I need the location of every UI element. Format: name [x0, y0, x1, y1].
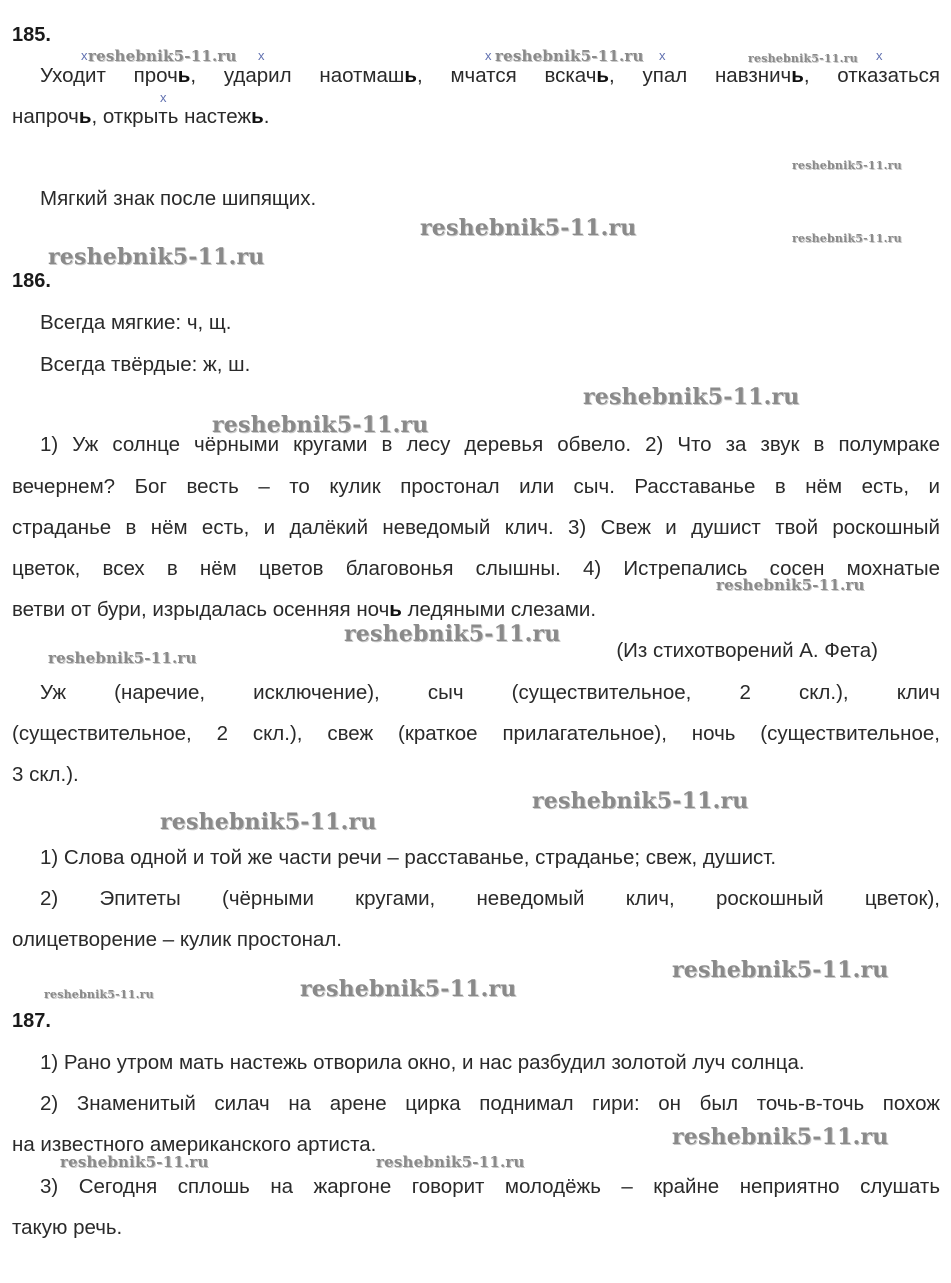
text-line: 1) Слова одной и той же части речи – расставанье, страданье; свеж, душист.	[40, 846, 777, 869]
text-line: напрочь, открыть настежь.	[12, 105, 270, 128]
watermark: reshebnik5-11.ru	[420, 215, 637, 241]
watermark: reshebnik5-11.ru	[672, 1124, 889, 1150]
watermark: reshebnik5-11.ru	[748, 52, 858, 65]
x-mark: x	[258, 48, 265, 63]
watermark: reshebnik5-11.ru	[495, 47, 644, 65]
text-line: вечернем? Бог весть – то кулик простонал или сыч. Расставанье в нём есть, и	[12, 475, 940, 498]
text-line: Всегда мягкие: ч, щ.	[40, 311, 232, 334]
watermark: reshebnik5-11.ru	[376, 1153, 525, 1171]
text-line: олицетворение – кулик простонал.	[12, 928, 342, 951]
x-mark: x	[485, 48, 492, 63]
watermark: reshebnik5-11.ru	[716, 576, 865, 594]
task-number-186: 186.	[12, 270, 51, 292]
text-line: 1) Рано утром мать настежь отворила окно, и нас разбудил золотой луч солнца.	[40, 1051, 805, 1074]
watermark: reshebnik5-11.ru	[160, 809, 377, 835]
watermark: reshebnik5-11.ru	[532, 788, 749, 814]
text-line: 3) Сегодня сплошь на жаргоне говорит молодёжь – крайне неприятно слушать	[40, 1175, 940, 1198]
text-line: цветок, всех в нём цветов благовонья слышны. 4) Истрепались сосен мохнатые	[12, 557, 940, 580]
watermark: reshebnik5-11.ru	[583, 384, 800, 410]
x-mark: x	[659, 48, 666, 63]
watermark: reshebnik5-11.ru	[60, 1153, 209, 1171]
source-attribution: (Из стихотворений А. Фета)	[616, 639, 878, 662]
text-line: на известного американского артиста.	[12, 1133, 377, 1156]
text-line: 2) Знаменитый силач на арене цирка поднимал гири: он был точь-в-точь похож	[40, 1092, 940, 1115]
watermark: reshebnik5-11.ru	[44, 988, 154, 1001]
x-mark: x	[81, 48, 88, 63]
task-number-185: 185.	[12, 24, 51, 46]
text-line: 2) Эпитеты (чёрными кругами, неведомый клич, роскошный цветок),	[40, 887, 940, 910]
watermark: reshebnik5-11.ru	[48, 244, 265, 270]
watermark: reshebnik5-11.ru	[300, 976, 517, 1002]
watermark: reshebnik5-11.ru	[792, 232, 902, 245]
watermark: reshebnik5-11.ru	[88, 47, 237, 65]
watermark: reshebnik5-11.ru	[792, 159, 902, 172]
text-line: (существительное, 2 скл.), свеж (краткое прилагательное), ночь (существительное,	[12, 722, 940, 745]
task-number-187: 187.	[12, 1010, 51, 1032]
text-line: 3 скл.).	[12, 763, 79, 786]
text-line: страданье в нём есть, и далёкий неведомый клич. 3) Свеж и душист твой роскошный	[12, 516, 940, 539]
text-line: Уходит прочь, ударил наотмашь, мчатся вскачь, упал навзничь, отказаться	[40, 64, 940, 87]
x-mark: x	[876, 48, 883, 63]
watermark: reshebnik5-11.ru	[672, 957, 889, 983]
text-line: 1) Уж солнце чёрными кругами в лесу деревья обвело. 2) Что за звук в полумраке	[40, 433, 940, 456]
text-line: Уж (наречие, исключение), сыч (существительное, 2 скл.), клич	[40, 681, 940, 704]
text-line: такую речь.	[12, 1216, 123, 1239]
watermark: reshebnik5-11.ru	[344, 621, 561, 647]
watermark: reshebnik5-11.ru	[212, 412, 429, 438]
watermark: reshebnik5-11.ru	[48, 649, 197, 667]
text-line: Мягкий знак после шипящих.	[40, 187, 317, 210]
text-line: ветви от бури, изрыдалась осенняя ночь ледяными слезами.	[12, 598, 597, 621]
text-line: Всегда твёрдые: ж, ш.	[40, 353, 251, 376]
x-mark: x	[160, 90, 167, 105]
